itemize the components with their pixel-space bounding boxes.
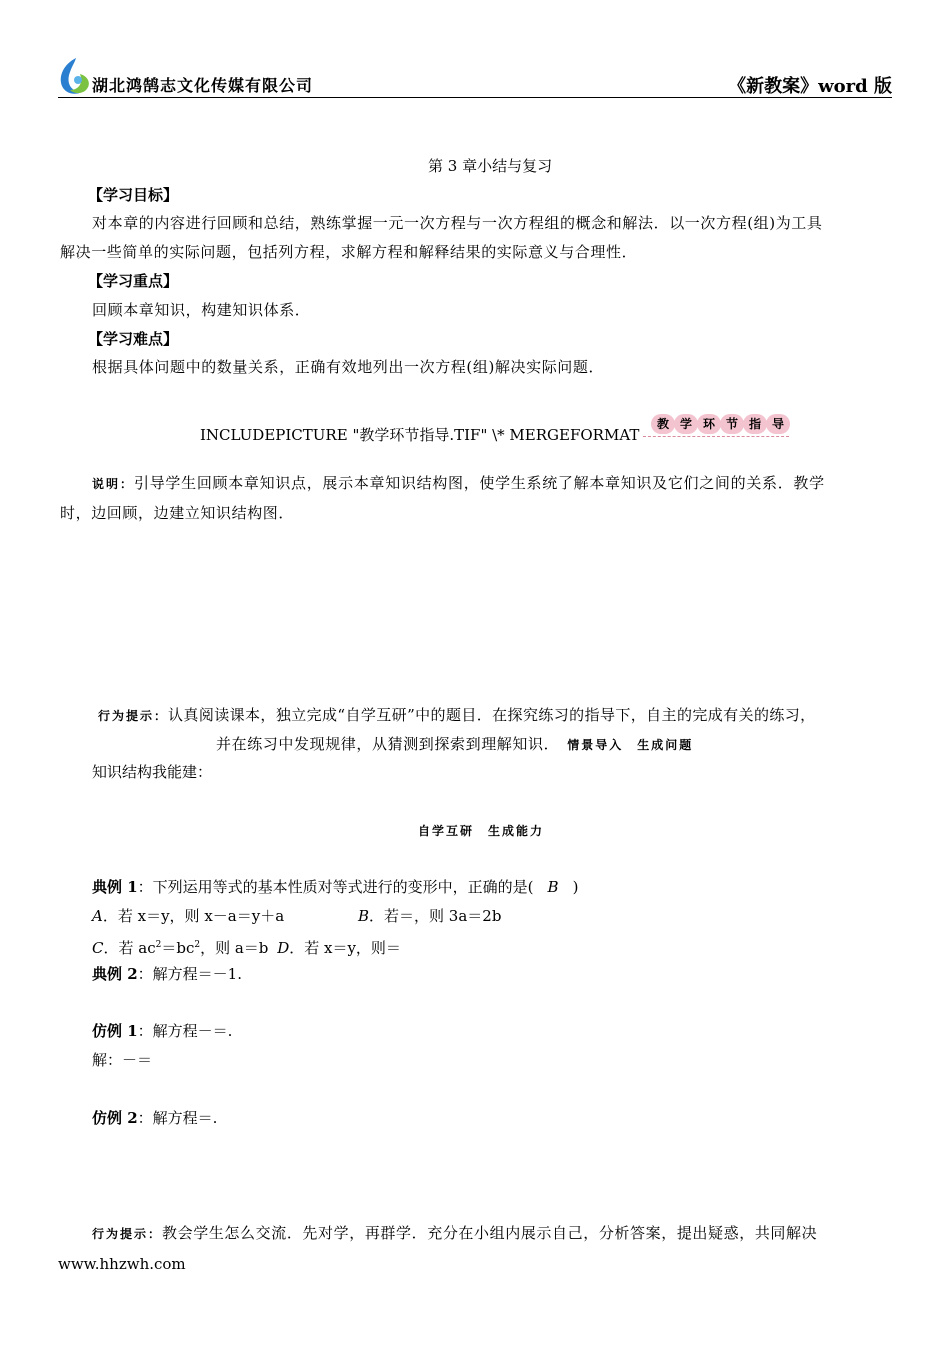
example1-close: ): [572, 878, 579, 896]
knowledge-build: 知识结构我能建：: [92, 763, 213, 781]
option-letter: D: [277, 939, 290, 957]
company-logo: [56, 56, 94, 96]
scenario-intro-heading: 情景导入 生成问题: [567, 738, 694, 752]
badge-char: 教: [651, 414, 675, 434]
hint2: [92, 1223, 817, 1244]
imitate2: [92, 1108, 217, 1128]
example1-answer: B: [547, 878, 559, 896]
option-text: ．若＝，则 3a＝2b: [369, 907, 502, 925]
key-heading: 【学习重点】: [88, 272, 179, 290]
badge-char: 节: [720, 414, 744, 434]
header-divider: [58, 97, 892, 98]
imitate1-text: ：解方程－＝.: [137, 1022, 233, 1040]
hint1-label: 行为提示：: [98, 709, 169, 723]
imitate1-solution: 解：－＝: [92, 1051, 153, 1069]
badge-char: 环: [697, 414, 721, 434]
page-title: 第 3 章小结与复习: [428, 157, 553, 175]
hint1-line2: [216, 734, 693, 755]
imitate2-label: 仿例 2: [92, 1109, 138, 1127]
imitate1: [92, 1021, 232, 1041]
badge-dashed-line: [643, 436, 789, 437]
hint2-label: 行为提示：: [92, 1227, 163, 1241]
option-text: ．若 ac: [103, 939, 156, 957]
option-text: ．若 x＝y，则＝: [289, 939, 401, 957]
example2-text: ：解方程＝－1.: [137, 965, 242, 983]
explain-line2: 时，边回顾，边建立知识结构图．: [60, 504, 295, 522]
superscript: 2: [155, 940, 162, 950]
difficulty-heading: 【学习难点】: [88, 330, 179, 348]
example1-text: ：下列运用等式的基本性质对等式进行的变形中，正确的是(: [137, 878, 534, 896]
footer-url[interactable]: www.hhzwh.com: [58, 1255, 186, 1273]
goals-text-line1: 对本章的内容进行回顾和总结，熟练掌握一元一次方程与一次方程组的概念和解法．以一次方程(组)为工具: [92, 214, 823, 232]
self-study-heading: 自学互研 生成能力: [418, 824, 545, 838]
option-text: ＝bc: [161, 939, 195, 957]
hint2-text: 教会学生怎么交流．先对学，再群学．充分在小组内展示自己，分析答案，提出疑惑，共同解决: [162, 1224, 818, 1242]
imitate1-label: 仿例 1: [92, 1022, 138, 1040]
difficulty-text: 根据具体问题中的数量关系，正确有效地列出一次方程(组)解决实际问题．: [92, 358, 605, 376]
badge-char: 导: [766, 414, 790, 434]
option-letter: B: [358, 907, 370, 925]
badge-char: 学: [674, 414, 698, 434]
explain-text: 引导学生回顾本章知识点，展示本章知识结构图，使学生系统了解本章知识及它们之间的关系．教学: [134, 474, 825, 492]
example2: [92, 964, 242, 984]
include-picture-field: INCLUDEPICTURE "教学环节指导.TIF" \* MERGEFORMAT: [200, 426, 640, 444]
hint1-text-2: 并在练习中发现规律，从猜测到探索到理解知识．: [216, 735, 560, 753]
option-text: ，则 a＝b: [200, 939, 269, 957]
goals-heading: 【学习目标】: [88, 186, 179, 204]
teaching-guide-badge: [643, 412, 791, 440]
example1-label: 典例 1: [92, 878, 138, 896]
imitate2-text: ：解方程＝.: [137, 1109, 218, 1127]
edition-label: 《新教案》word 版: [728, 76, 892, 97]
badge-char: 指: [743, 414, 767, 434]
goals-text-line2: 解决一些简单的实际问题，包括列方程，求解方程和解释结果的实际意义与合理性．: [60, 243, 638, 261]
example1-option-a: [92, 906, 284, 926]
option-letter: A: [92, 907, 103, 925]
company-name: 湖北鸿鹄志文化传媒有限公司: [92, 76, 314, 95]
explain-label: 说明：: [92, 477, 135, 491]
hint1-line1: [98, 705, 816, 726]
example1-question: [92, 877, 578, 897]
option-letter: C: [92, 939, 104, 957]
explain-line1: [92, 473, 825, 494]
example1-option-b: [358, 906, 501, 926]
key-text: 回顾本章知识，构建知识体系．: [92, 301, 311, 319]
example1-option-cd: [92, 935, 401, 958]
superscript: 2: [194, 940, 201, 950]
option-text: ．若 x＝y，则 x－a＝y＋a: [102, 907, 285, 925]
hint1-text: 认真阅读课本，独立完成“自学互研”中的题目．在探究练习的指导下，自主的完成有关的练习，: [168, 706, 816, 724]
example2-label: 典例 2: [92, 965, 138, 983]
